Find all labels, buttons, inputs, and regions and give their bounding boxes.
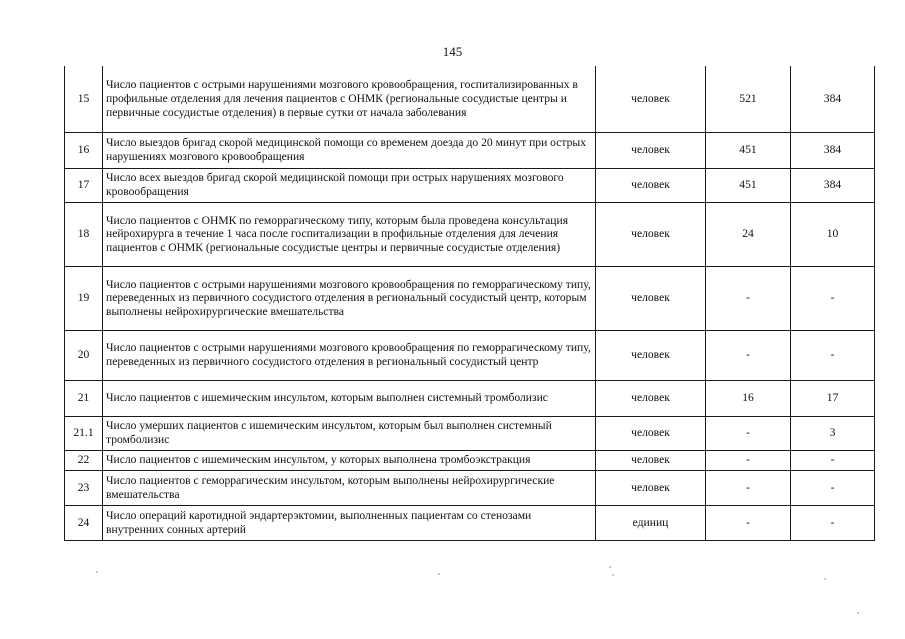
table-row	[65, 202, 875, 266]
row-unit: человек	[596, 380, 706, 416]
indicators-table	[64, 66, 875, 541]
row-description: Число умерших пациентов с ишемическим инсультом, которым был выполнен системный тромболизис	[103, 416, 596, 450]
row-description: Число пациентов с геморрагическим инсультом, которым выполнены нейрохирургические вмешательства	[103, 470, 596, 505]
row-number: 17	[65, 168, 103, 202]
table-row	[65, 380, 875, 416]
row-value-1: 24	[706, 202, 791, 266]
row-unit: человек	[596, 66, 706, 132]
row-value-2: 17	[791, 380, 875, 416]
row-value-1: 521	[706, 66, 791, 132]
row-value-2: 10	[791, 202, 875, 266]
row-value-1: -	[706, 505, 791, 540]
row-value-1: 451	[706, 132, 791, 168]
row-number: 19	[65, 266, 103, 330]
row-number: 24	[65, 505, 103, 540]
table-row	[65, 132, 875, 168]
row-unit: единиц	[596, 505, 706, 540]
table-row	[65, 66, 875, 132]
row-number: 21	[65, 380, 103, 416]
table-row	[65, 168, 875, 202]
row-number: 16	[65, 132, 103, 168]
scan-speck	[438, 573, 440, 575]
row-value-2: 384	[791, 66, 875, 132]
table-row	[65, 505, 875, 540]
row-value-2: -	[791, 505, 875, 540]
scan-speck	[609, 566, 611, 568]
row-unit: человек	[596, 416, 706, 450]
row-value-1: -	[706, 266, 791, 330]
row-unit: человек	[596, 470, 706, 505]
row-description: Число пациентов с острыми нарушениями мозгового кровообращения по геморрагическому типу, переведенных из первичного сосудистого отделения в региональный сосудистый центр, которым выполнены нейрохирургические вмешательства	[103, 266, 596, 330]
row-unit: человек	[596, 450, 706, 470]
row-number: 18	[65, 202, 103, 266]
row-unit: человек	[596, 168, 706, 202]
table-row	[65, 470, 875, 505]
scan-speck	[96, 571, 98, 573]
row-value-2: 3	[791, 416, 875, 450]
table-row	[65, 266, 875, 330]
row-value-1: 16	[706, 380, 791, 416]
row-number: 15	[65, 66, 103, 132]
row-value-2: 384	[791, 132, 875, 168]
row-value-2: 384	[791, 168, 875, 202]
row-number: 23	[65, 470, 103, 505]
row-value-1: 451	[706, 168, 791, 202]
table-row	[65, 416, 875, 450]
row-description: Число пациентов с острыми нарушениями мозгового кровообращения по геморрагическому типу, переведенных из первичного сосудистого отделения в региональный сосудистый центр	[103, 330, 596, 380]
row-unit: человек	[596, 202, 706, 266]
row-description: Число пациентов с ишемическим инсультом, у которых выполнена тромбоэкстракция	[103, 450, 596, 470]
row-description: Число пациентов с острыми нарушениями мозгового кровообращения, госпитализированных в профильные отделения для лечения пациентов с ОНМК (региональные сосудистые центры и первичные сосудистые отделения) в первые сутки от начала заболевания	[103, 66, 596, 132]
row-value-2: -	[791, 470, 875, 505]
page-number: 145	[442, 44, 463, 59]
row-unit: человек	[596, 132, 706, 168]
row-unit: человек	[596, 266, 706, 330]
scan-speck	[824, 578, 826, 580]
row-description: Число пациентов с ишемическим инсультом, которым выполнен системный тромболизис	[103, 380, 596, 416]
scan-speck	[612, 574, 614, 576]
row-value-1: -	[706, 470, 791, 505]
table-row	[65, 450, 875, 470]
row-description: Число операций каротидной эндартерэктомии, выполненных пациентам со стенозами внутренних сонных артерий	[103, 505, 596, 540]
table-row	[65, 330, 875, 380]
row-value-1: -	[706, 450, 791, 470]
row-description: Число пациентов с ОНМК по геморрагическому типу, которым была проведена консультация нейрохирурга в течение 1 часа после госпитализации в профильные отделения для лечения пациентов с ОНМК (региональные сосудистые центры и первичные сосудистые отделения)	[103, 202, 596, 266]
row-number: 20	[65, 330, 103, 380]
row-description: Число выездов бригад скорой медицинской помощи со временем доезда до 20 минут при острых нарушениях мозгового кровообращения	[103, 132, 596, 168]
row-value-1: -	[706, 330, 791, 380]
row-number: 22	[65, 450, 103, 470]
row-value-1: -	[706, 416, 791, 450]
scan-speck	[857, 612, 859, 614]
row-value-2: -	[791, 450, 875, 470]
row-number: 21.1	[65, 416, 103, 450]
row-value-2: -	[791, 266, 875, 330]
row-unit: человек	[596, 330, 706, 380]
row-value-2: -	[791, 330, 875, 380]
row-description: Число всех выездов бригад скорой медицинской помощи при острых нарушениях мозгового кровообращения	[103, 168, 596, 202]
